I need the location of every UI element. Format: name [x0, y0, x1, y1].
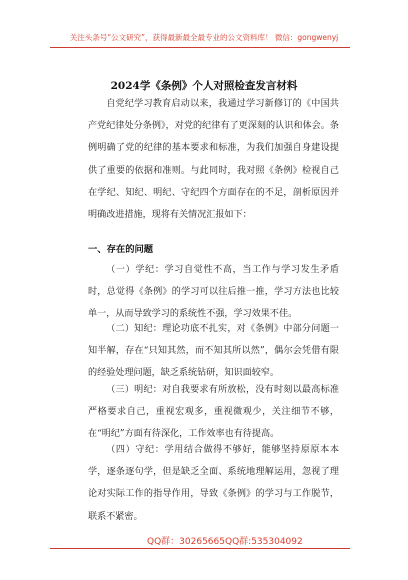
intro-paragraph: 自党纪学习教育启动以来，我通过学习新修订的《中国共产党纪律处分条例》，对党的纪律有了更深刻的认识和体会。条例明确了党的纪律的基本要求和标准，为我们加强自身建设提供了重要的依据和准则。与此同时，我对照《条例》检视自己在学纪、知纪、明纪、守纪四个方面存在的不足，剖析原因并明确改进措施，现将有关情况汇报如下：: [88, 99, 339, 221]
document-title: 2024学《条例》个人对照检查发言材料: [110, 80, 298, 92]
item-paragraph: （三）明纪：对自我要求有所放松，没有时刻以最高标准严格要求自己，重视宏观多，重视微观少，关注细节不够，在“明纪”方面有待深化，工作效率也有待提高。: [88, 385, 339, 440]
section-heading: 一、存在的问题: [88, 244, 154, 255]
footer-divider: [50, 548, 350, 549]
item-paragraph: （二）知纪：理论功底不扎实，对《条例》中部分问题一知半解，存在“只知其然，而不知其所以然”，偶尔会凭借有限的经验处理问题，缺乏系统钻研，知识面较窄。: [88, 324, 339, 379]
header-divider: [50, 47, 350, 48]
footer-qq-group-1: QQ群：30265665: [147, 537, 225, 547]
item-paragraph: （一）学纪：学习自觉性不高，当工作与学习发生矛盾时，总觉得《条例》的学习可以往后推一推，学习方法也比较单一，从而导致学习的系统性不强，学习效果不佳。: [88, 265, 339, 320]
header-notice: 关注头条号“公文研究”，获得最新最全最专业的公文资料库！ 微信：gongwenyj: [69, 33, 339, 42]
item-paragraph: （四）守纪：学用结合做得不够好，能够坚持原原本本学，逐条逐句学，但是缺乏全面、系统地理解运用，忽视了理论对实际工作的指导作用，导致《条例》的学习与工作脱节，联系不紧密。: [88, 445, 339, 522]
footer-qq-group-2: QQ群:535304092: [225, 537, 303, 547]
